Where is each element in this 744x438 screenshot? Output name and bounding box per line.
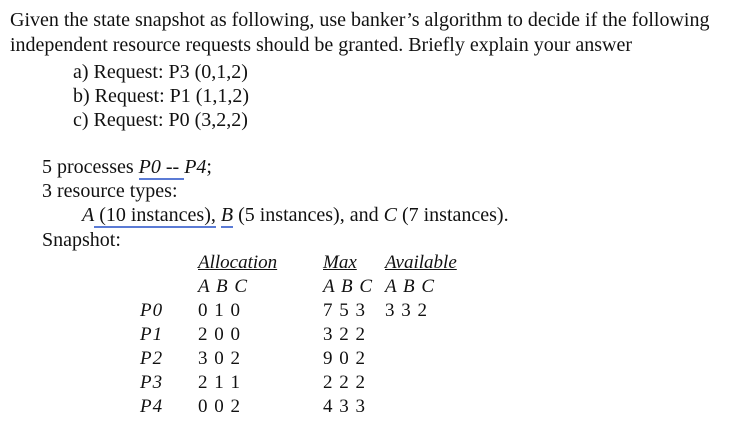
snapshot-label: Snapshot: xyxy=(42,229,121,251)
row-process: P0 xyxy=(140,300,164,321)
option-a: a) Request: P3 (0,1,2) xyxy=(73,61,248,83)
subheader-max: A B C xyxy=(323,276,374,297)
row-allocation: 0 1 0 xyxy=(198,300,241,321)
resource-a: A xyxy=(82,204,95,226)
row-allocation: 2 1 1 xyxy=(198,372,241,393)
row-max: 9 0 2 xyxy=(323,348,366,369)
row-allocation: 3 0 2 xyxy=(198,348,241,369)
process-first: P0 -- xyxy=(138,156,185,178)
resource-b: B xyxy=(220,204,234,226)
row-process: P2 xyxy=(140,348,164,369)
resource-b-text: (5 instances), and xyxy=(233,204,384,226)
row-process: P4 xyxy=(140,396,164,417)
processes-prefix: 5 processes xyxy=(42,156,139,178)
row-max: 4 3 3 xyxy=(323,396,366,417)
resource-instances-line xyxy=(82,203,509,227)
row-process: P1 xyxy=(140,324,164,345)
header-max: Max xyxy=(323,252,357,273)
resource-a-text: (10 instances), xyxy=(94,204,216,226)
row-max: 7 5 3 xyxy=(323,300,366,321)
row-allocation: 2 0 0 xyxy=(198,324,241,345)
resource-types-line: 3 resource types: xyxy=(42,180,178,202)
processes-suffix: ; xyxy=(206,156,212,178)
subheader-allocation: A B C xyxy=(198,276,249,297)
header-available: Available xyxy=(385,252,457,273)
row-available: 3 3 2 xyxy=(385,300,428,321)
question-line-2: independent resource requests should be granted. Briefly explain your answer xyxy=(10,34,633,56)
row-process: P3 xyxy=(140,372,164,393)
row-max: 2 2 2 xyxy=(323,372,366,393)
header-allocation: Allocation xyxy=(198,252,278,273)
subheader-available: A B C xyxy=(385,276,436,297)
processes-line xyxy=(42,155,212,179)
resource-c-text: (7 instances). xyxy=(396,204,509,226)
row-allocation: 0 0 2 xyxy=(198,396,241,417)
process-last: P4 xyxy=(184,156,207,178)
question-line-1: Given the state snapshot as following, use banker’s algorithm to decide if the following xyxy=(10,9,710,31)
option-c: c) Request: P0 (3,2,2) xyxy=(73,109,248,131)
row-max: 3 2 2 xyxy=(323,324,366,345)
resource-c: C xyxy=(383,204,397,226)
option-b: b) Request: P1 (1,1,2) xyxy=(73,85,250,107)
